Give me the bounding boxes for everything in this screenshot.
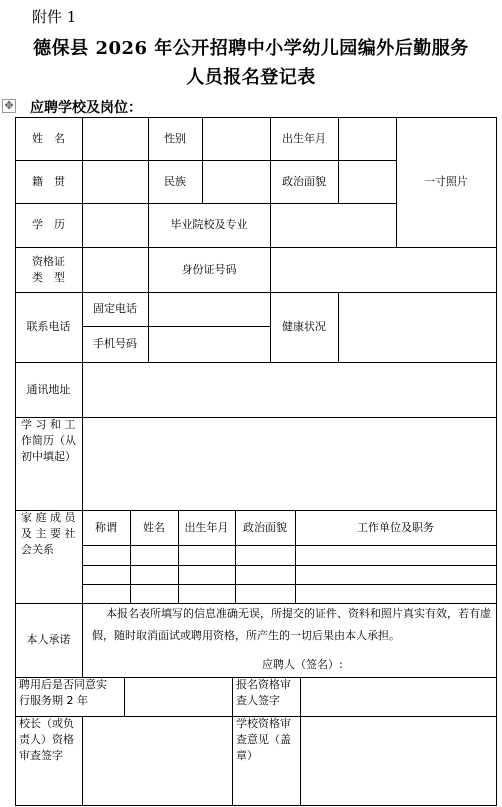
resume-line2: 作简历（从 [21,434,76,447]
row-line [82,584,497,585]
col-line [82,603,83,678]
address-field[interactable] [82,362,496,417]
political-field[interactable] [338,160,396,203]
principal-line2: 责人）资格 [19,733,74,746]
photo-box[interactable]: 一寸照片 [424,175,468,188]
resume-label [15,417,82,510]
id-number-label: 身份证号码 [181,262,237,276]
principal-line3: 审查签字 [19,749,63,762]
school-review-line2: 查意见（盖 [236,733,291,746]
family-line2: 及 主 要 社 [21,527,76,540]
principal-line1: 校长（或负 [19,717,74,730]
landline-field[interactable] [148,292,270,326]
school-review-label [232,716,300,805]
school-review-field[interactable] [300,716,496,805]
ethnic-field[interactable] [202,160,270,203]
family-header-name: 姓名 [143,520,165,534]
school-review-line1: 学校资格审 [236,717,291,730]
birth-label: 出生年月 [282,131,326,145]
gender-field[interactable] [202,117,270,160]
service-line2: 行服务期 2 年 [19,694,88,707]
reviewer-line1: 报名资格审 [236,678,291,691]
health-label: 健康状况 [282,320,326,333]
commitment-label: 本人承诺 [26,633,71,646]
cert-type-field[interactable] [82,247,148,292]
school-review-line3: 章） [236,749,258,762]
applicant-signature-label: 应聘人（签名）: [262,658,343,671]
table-move-handle-icon[interactable]: ✥ [2,99,16,113]
education-field[interactable] [82,203,148,247]
graduation-label: 毕业院校及专业 [170,218,248,231]
service-period-field[interactable] [124,677,232,716]
graduation-field[interactable] [270,203,396,247]
reviewer-signature-field[interactable] [300,677,496,716]
mobile-label: 手机号码 [93,337,137,350]
name-label: 姓 名 [32,131,65,145]
row-line [82,545,497,546]
resume-line1: 学 习 和 工 [21,418,76,431]
family-header-birth: 出生年月 [184,520,229,534]
position-label: 应聘学校及岗位： [30,100,142,116]
annex-label: 附件 1 [32,8,77,26]
service-period-label [15,677,124,716]
cert-type-label [15,247,82,292]
table-border-bottom [15,805,497,806]
resume-line3: 初中填起） [21,450,76,463]
address-label: 通讯地址 [26,382,71,396]
principal-signature-field[interactable] [82,716,232,805]
cert-type-line1: 资格证 [32,254,65,268]
id-number-field[interactable] [270,247,496,292]
name-field[interactable] [82,117,148,160]
landline-label: 固定电话 [93,302,137,315]
row-line [82,565,497,566]
political-label: 政治面貌 [282,174,326,188]
native-field[interactable] [82,160,148,203]
contact-label: 联系电话 [26,320,71,333]
reviewer-label [232,677,300,716]
health-field[interactable] [338,292,496,362]
reviewer-line2: 查人签字 [236,694,280,707]
form-title-line1: 德保县 2026 年公开招聘中小学幼儿园编外后勤服务 [33,38,469,59]
birth-field[interactable] [338,117,396,160]
form-title-line2: 人员报名登记表 [186,67,316,88]
family-line1: 家 庭 成 员 [21,511,76,524]
gender-label: 性别 [164,131,186,145]
family-header-work: 工作单位及职务 [357,520,434,534]
commitment-text: 本报名表所填写的信息准确无误，所提交的证件、资料和照片真实有效，若有虚假，随时取消面试或聘用资格，所产生的一切后果由本人承担。 [92,607,491,642]
principal-label [15,716,82,805]
education-label: 学 历 [32,218,65,231]
mobile-field[interactable] [148,326,270,362]
cert-type-line2: 类 型 [32,270,65,284]
family-header-political: 政治面貌 [243,520,287,534]
resume-field[interactable] [82,417,496,510]
ethnic-label: 民族 [164,174,186,188]
table-border-right [496,117,497,806]
family-label [15,510,82,603]
family-header-relation: 称谓 [95,520,117,534]
family-line3: 会关系 [21,543,54,556]
native-label: 籍 贯 [32,174,65,188]
service-line1: 聘用后是否同意实 [19,678,107,691]
